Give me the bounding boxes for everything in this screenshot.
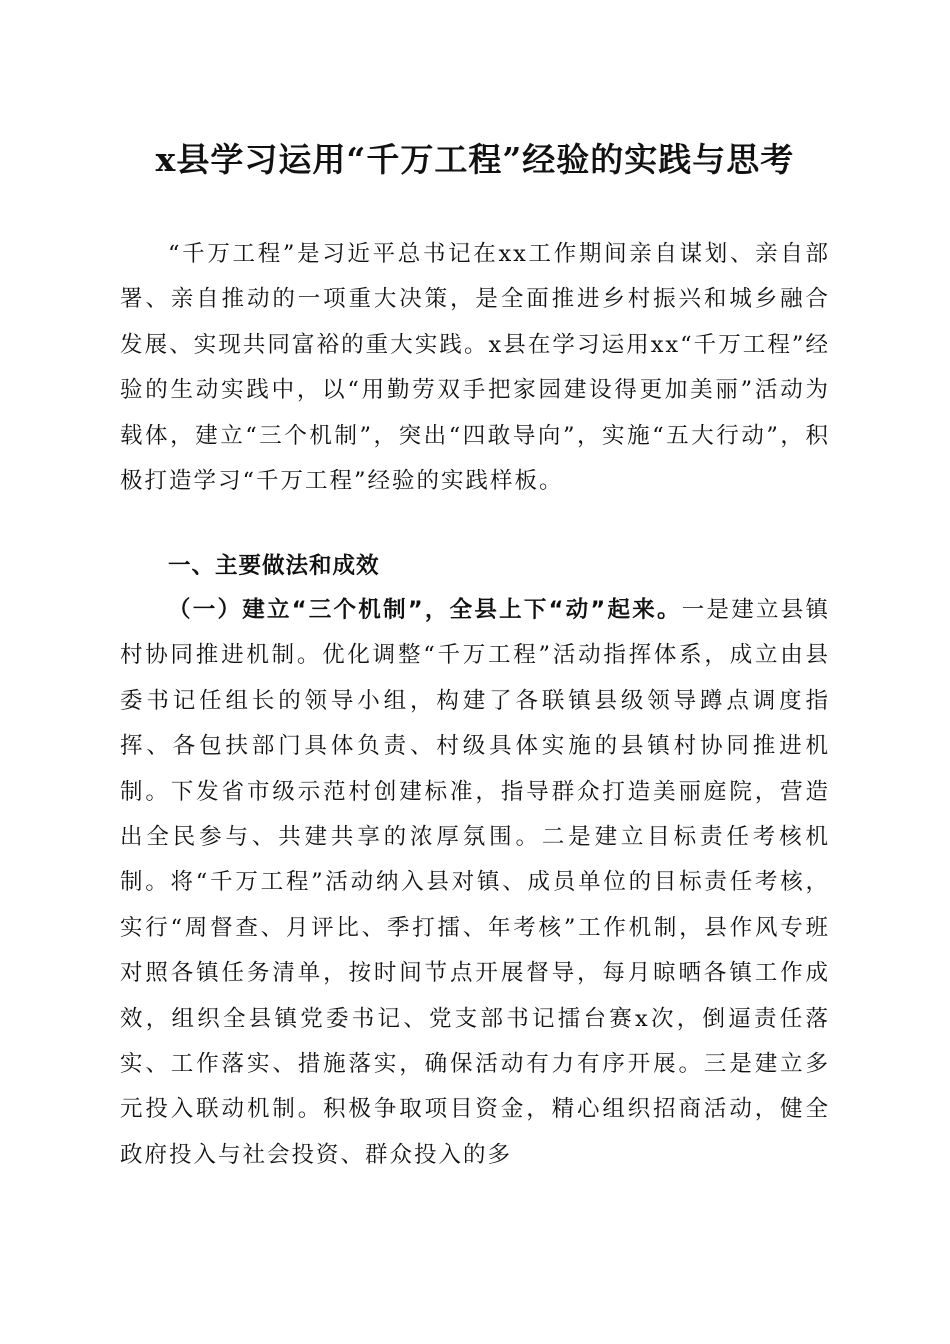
subsection-lead: （一）建立“三个机制”，全县上下“动”起来。 [168, 597, 682, 623]
subsection-body: 一是建立县镇村协同推进机制。优化调整“千万工程”活动指挥体系，成立由县委书记任组长的领导小组，构建了各联镇县级领导蹲点调度指挥、各包扶部门具体负责、村级具体实施的县镇村协同推进机制。下发省市级示范村创建标准，指导群众打造美丽庭院，营造出全民参与、共建共享的浓厚氛围。二是建立目标责任考核机制。将“千万工程”活动纳入县对镇、成员单位的目标责任考核，实行“周督查、月评比、季打擂、年考核”工作机制，县作风专班对照各镇任务清单，按时间节点开展督导，每月晾晒各镇工作成效，组织全县镇党委书记、党支部书记擂台赛x次，倒逼责任落实、工作落实、措施落实，确保活动有力有序开展。三是建立多元投入联动机制。积极争取项目资金，精心组织招商活动，健全政府投入与社会投资、群众投入的多 [120, 597, 830, 1168]
subsection-paragraph [120, 588, 830, 1178]
intro-paragraph: “千万工程”是习近平总书记在xx工作期间亲自谋划、亲自部署、亲自推动的一项重大决策，是全面推进乡村振兴和城乡融合发展、实现共同富裕的重大实践。x县在学习运用xx“千万工程”经验的生动实践中，以“用勤劳双手把家园建设得更加美丽”活动为载体，建立“三个机制”，突出“四敢导向”，实施“五大行动”，积极打造学习“千万工程”经验的实践样板。 [120, 241, 830, 495]
document-title: x县学习运用“千万工程”经验的实践与思考 [155, 140, 795, 179]
section-heading: 一、主要做法和成效 [168, 553, 380, 579]
